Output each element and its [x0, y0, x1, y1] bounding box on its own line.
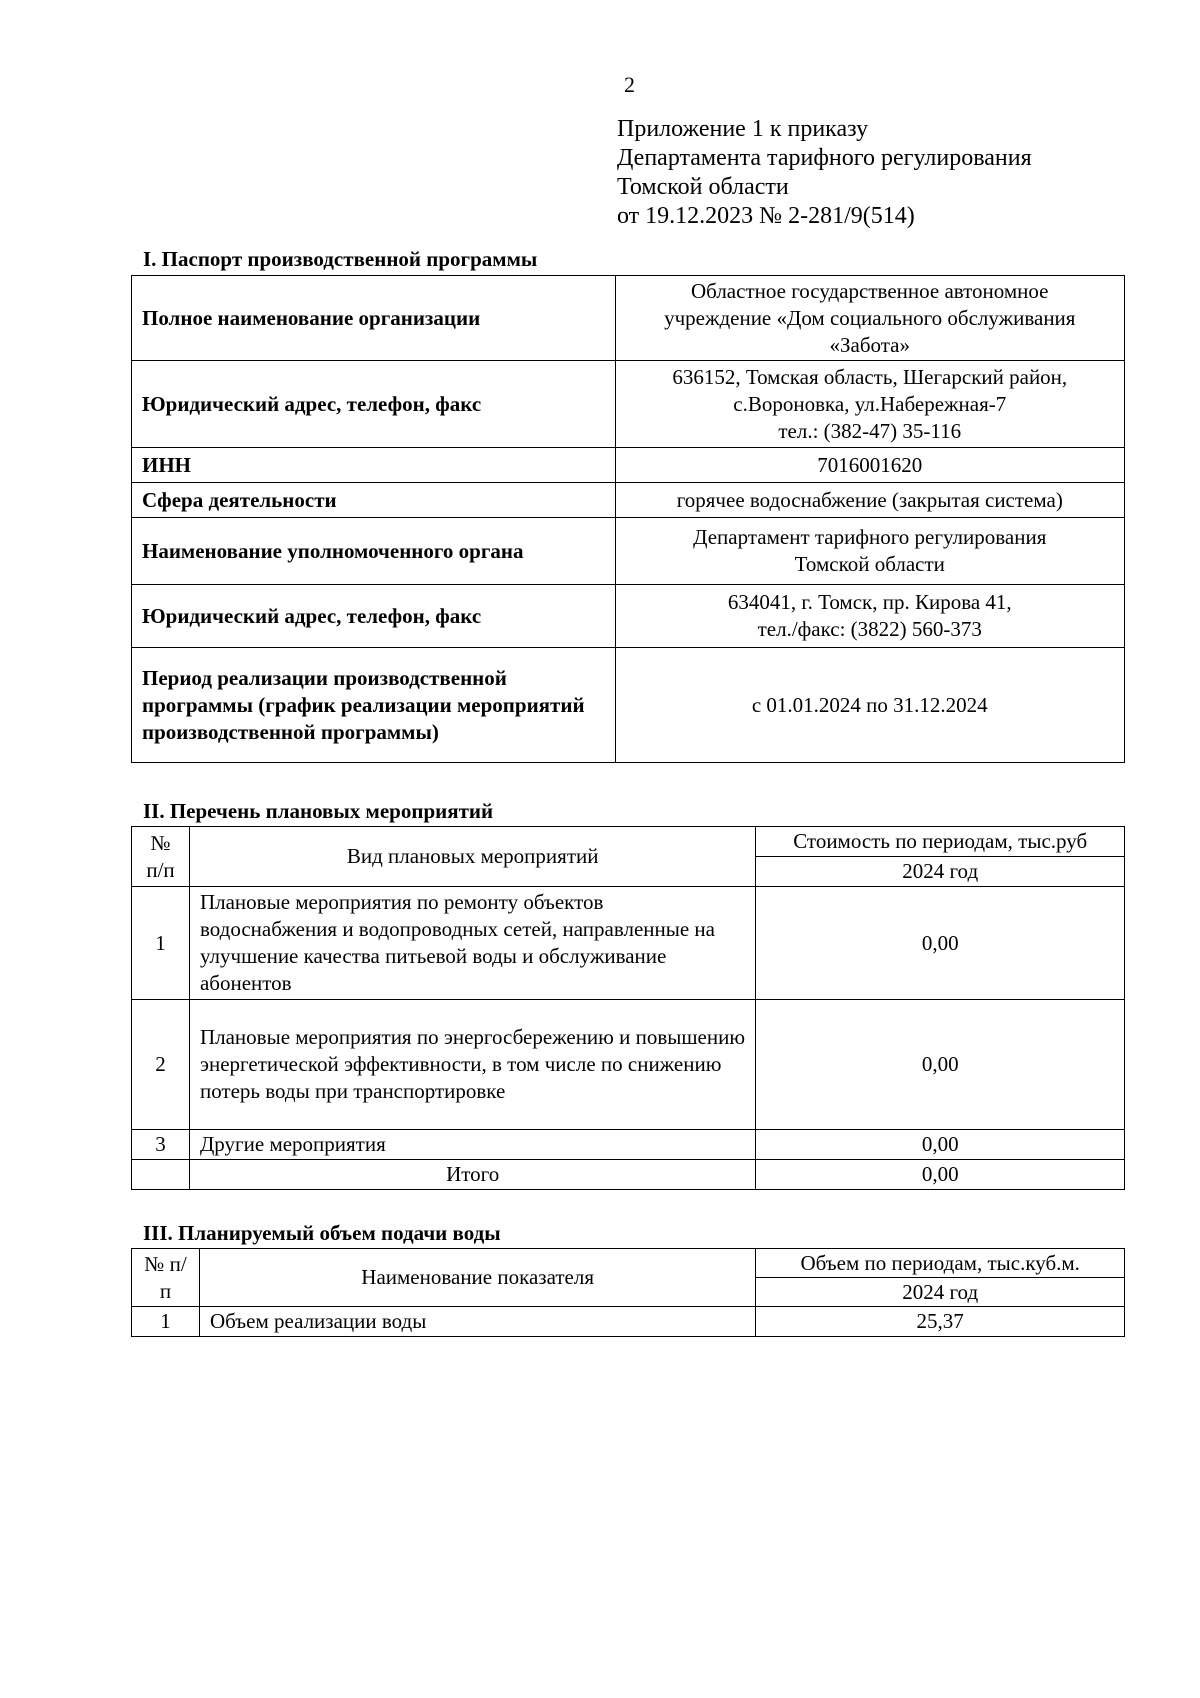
page-number: 2: [624, 72, 635, 97]
row-value: Департамент тарифного регулирования Томской области: [615, 518, 1124, 585]
table-row: [132, 1130, 1125, 1160]
row-num: 1: [132, 1307, 200, 1337]
row-value: 634041, г. Томск, пр. Кирова 41, тел./факс: (3822) 560-373: [615, 585, 1124, 648]
appendix-line: Приложение 1 к приказу: [617, 116, 869, 142]
row-name: Плановые мероприятия по ремонту объектов водоснабжения и водопроводных сетей, направленные на улучшение качества питьевой воды и обслуживание абонентов: [189, 887, 755, 1000]
header-name: Вид плановых мероприятий: [189, 827, 755, 887]
table-row: [132, 1000, 1125, 1130]
row-value: 0,00: [756, 1130, 1125, 1160]
total-empty: [132, 1160, 190, 1190]
row-label: Период реализации производственной программы (график реализации мероприятий производственной программы): [132, 648, 616, 763]
row-label: ИНН: [132, 448, 616, 483]
header-year: 2024 год: [756, 1278, 1125, 1307]
table-row: [132, 448, 1125, 483]
row-value: 636152, Томская область, Шегарский район, с.Вороновка, ул.Набережная-7 тел.: (382-47) 35-116: [615, 361, 1124, 448]
row-label: Полное наименование организации: [132, 276, 616, 361]
header-cost: Стоимость по периодам, тыс.руб: [756, 827, 1125, 857]
measures-table: [131, 826, 1125, 1190]
header-year: 2024 год: [756, 857, 1125, 887]
table-row: [132, 1307, 1125, 1337]
table-header-row: [132, 1249, 1125, 1278]
table-row: [132, 518, 1125, 585]
row-value: с 01.01.2024 по 31.12.2024: [615, 648, 1124, 763]
table-row: [132, 361, 1125, 448]
table-header-row: [132, 827, 1125, 857]
section-1-title: I. Паспорт производственной программы: [143, 247, 538, 271]
header-num: № п/п: [132, 1249, 200, 1307]
row-label: Юридический адрес, телефон, факс: [132, 361, 616, 448]
row-value: 25,37: [756, 1307, 1125, 1337]
table-row: [132, 648, 1125, 763]
passport-table: [131, 275, 1125, 763]
section-2-title: II. Перечень плановых мероприятий: [143, 799, 494, 823]
table-row: [132, 585, 1125, 648]
appendix-line: Томской области: [617, 174, 789, 200]
row-value: 7016001620: [615, 448, 1124, 483]
appendix-header: [617, 115, 1032, 231]
table-total-row: [132, 1160, 1125, 1190]
row-num: 2: [132, 1000, 190, 1130]
row-label: Сфера деятельности: [132, 483, 616, 518]
appendix-line: Департамента тарифного регулирования: [617, 145, 1032, 171]
row-name: Другие мероприятия: [189, 1130, 755, 1160]
header-name: Наименование показателя: [199, 1249, 755, 1307]
row-num: 3: [132, 1130, 190, 1160]
header-volume: Объем по периодам, тыс.куб.м.: [756, 1249, 1125, 1278]
row-value: Областное государственное автономное учреждение «Дом социального обслуживания «Забота»: [615, 276, 1124, 361]
table-row: [132, 276, 1125, 361]
volume-table: [131, 1248, 1125, 1337]
row-name: Плановые мероприятия по энергосбережению и повышению энергетической эффективности, в том числе по снижению потерь воды при транспортировке: [189, 1000, 755, 1130]
row-label: Юридический адрес, телефон, факс: [132, 585, 616, 648]
row-value: горячее водоснабжение (закрытая система): [615, 483, 1124, 518]
row-label: Наименование уполномоченного органа: [132, 518, 616, 585]
section-3-title: III. Планируемый объем подачи воды: [143, 1221, 501, 1245]
row-num: 1: [132, 887, 190, 1000]
total-value: 0,00: [756, 1160, 1125, 1190]
row-name: Объем реализации воды: [199, 1307, 755, 1337]
appendix-line: от 19.12.2023 № 2-281/9(514): [617, 203, 915, 229]
table-row: [132, 887, 1125, 1000]
total-label: Итого: [189, 1160, 755, 1190]
header-num: № п/п: [132, 827, 190, 887]
table-row: [132, 483, 1125, 518]
row-value: 0,00: [756, 887, 1125, 1000]
row-value: 0,00: [756, 1000, 1125, 1130]
